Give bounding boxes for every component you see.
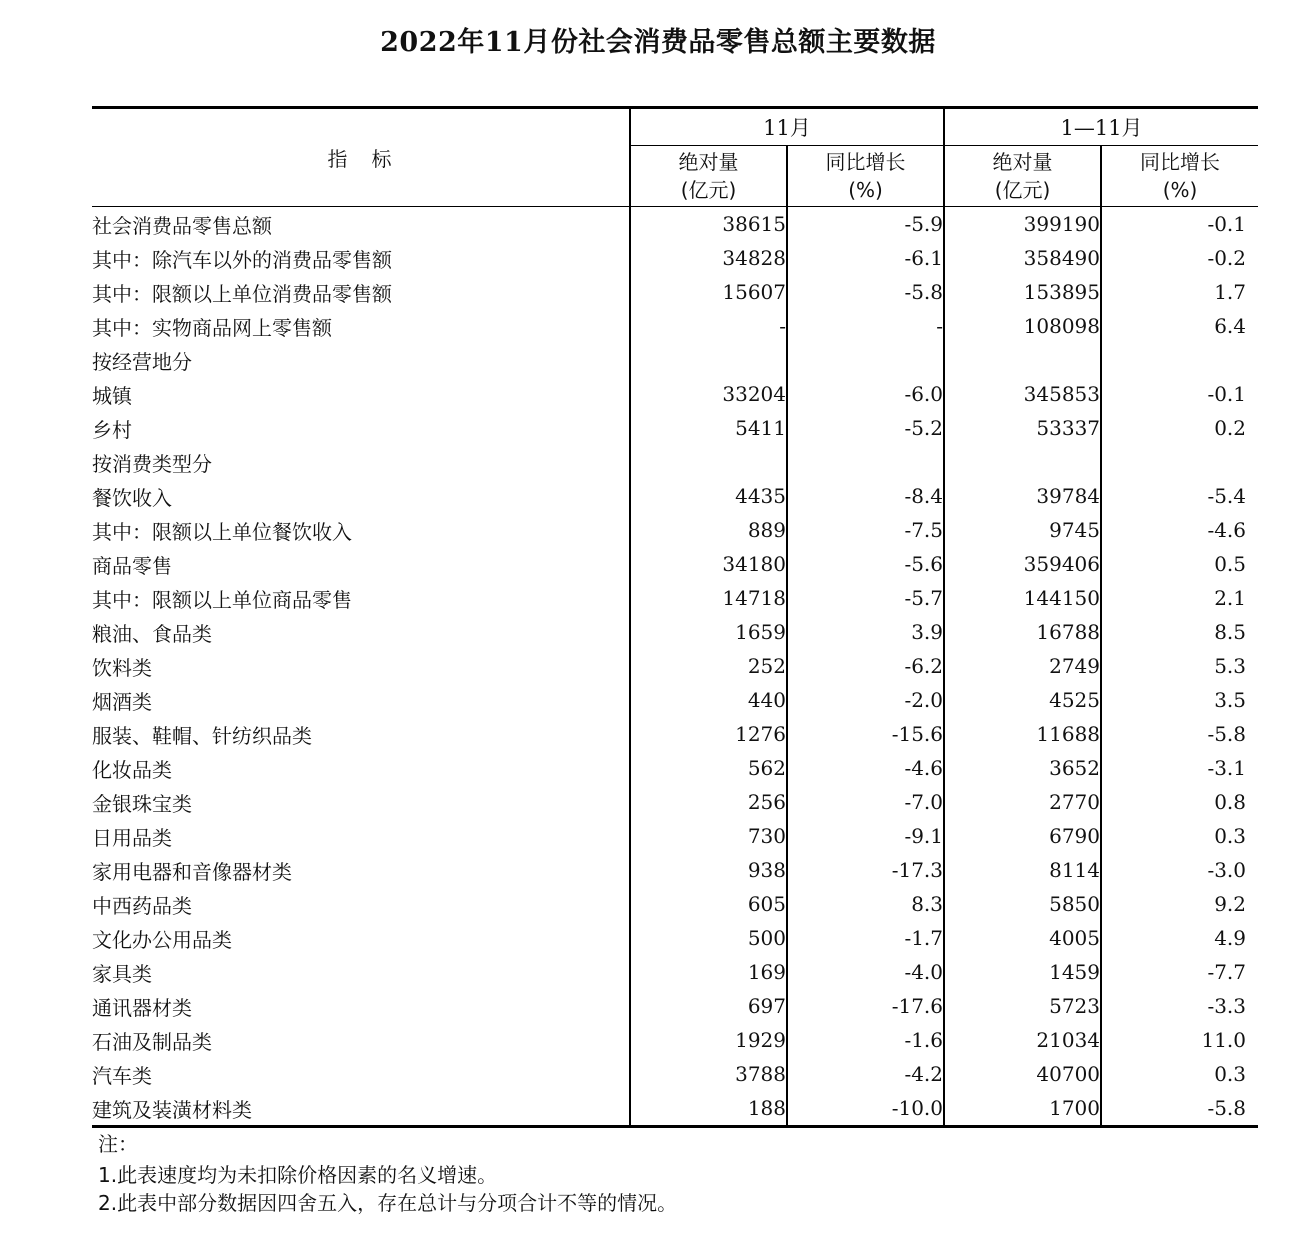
indicator-header: 指 标 [92, 108, 630, 207]
note-item-2: 2.此表中部分数据因四舍五入，存在总计与分项合计不等的情况。 [98, 1191, 678, 1215]
ytd-yoy-cell: 4.9 [1101, 921, 1258, 955]
ytd-yoy-cell: -4.6 [1101, 513, 1258, 547]
nov-absolute-cell: 440 [630, 683, 787, 717]
ytd-yoy-cell: 9.2 [1101, 887, 1258, 921]
subheader-yoy-label: 同比增长 [1140, 150, 1221, 174]
group-header-november: 11月 [630, 108, 944, 146]
ytd-absolute-cell: 6790 [944, 819, 1101, 853]
ytd-yoy-cell: -0.1 [1101, 207, 1258, 242]
nov-yoy-cell: -6.2 [787, 649, 944, 683]
subheader-absolute [944, 146, 1101, 207]
table-row [92, 513, 1258, 547]
ytd-absolute-cell: 21034 [944, 1023, 1101, 1057]
ytd-absolute-cell: 39784 [944, 479, 1101, 513]
ytd-yoy-cell: 2.1 [1101, 581, 1258, 615]
nov-yoy-cell: - [787, 309, 944, 343]
nov-yoy-cell [787, 445, 944, 479]
row-label: 中西药品类 [92, 893, 192, 918]
subheader-yoy [787, 146, 944, 207]
nov-yoy-cell: -1.6 [787, 1023, 944, 1057]
nov-yoy-cell: -5.6 [787, 547, 944, 581]
group-header-jan-nov: 1—11月 [944, 108, 1258, 146]
ytd-yoy-cell: -5.8 [1101, 717, 1258, 751]
table-row [92, 377, 1258, 411]
header-row-groups [92, 108, 1258, 146]
row-label: 通讯器材类 [92, 995, 192, 1020]
ytd-yoy-cell: 11.0 [1101, 1023, 1258, 1057]
subheader-absolute-unit: (亿元) [680, 178, 737, 202]
nov-absolute-cell: 1659 [630, 615, 787, 649]
ytd-yoy-cell: 0.5 [1101, 547, 1258, 581]
subheader-absolute-label: 绝对量 [992, 150, 1053, 174]
note-item-1: 1.此表速度均为未扣除价格因素的名义增速。 [98, 1163, 498, 1187]
ytd-absolute-cell: 1700 [944, 1091, 1101, 1127]
nov-yoy-cell: -17.3 [787, 853, 944, 887]
nov-yoy-cell [787, 343, 944, 377]
nov-absolute-cell [630, 445, 787, 479]
nov-absolute-cell: 188 [630, 1091, 787, 1127]
nov-absolute-cell: 1929 [630, 1023, 787, 1057]
table-body [92, 207, 1258, 1127]
ytd-absolute-cell: 4005 [944, 921, 1101, 955]
nov-absolute-cell: - [630, 309, 787, 343]
table-row [92, 683, 1258, 717]
ytd-yoy-cell: -0.2 [1101, 241, 1258, 275]
table-row [92, 887, 1258, 921]
ytd-yoy-cell: 5.3 [1101, 649, 1258, 683]
ytd-absolute-cell: 8114 [944, 853, 1101, 887]
ytd-yoy-cell: 0.3 [1101, 819, 1258, 853]
subheader-absolute-label: 绝对量 [678, 150, 739, 174]
ytd-absolute-cell: 53337 [944, 411, 1101, 445]
nov-absolute-cell: 34180 [630, 547, 787, 581]
table-row [92, 853, 1258, 887]
table-row [92, 411, 1258, 445]
table-row [92, 1023, 1258, 1057]
ytd-absolute-cell: 358490 [944, 241, 1101, 275]
nov-absolute-cell: 697 [630, 989, 787, 1023]
nov-yoy-cell: -5.7 [787, 581, 944, 615]
table-row [92, 785, 1258, 819]
nov-absolute-cell: 730 [630, 819, 787, 853]
nov-absolute-cell: 34828 [630, 241, 787, 275]
ytd-yoy-cell: -3.3 [1101, 989, 1258, 1023]
ytd-absolute-cell: 5723 [944, 989, 1101, 1023]
table-row [92, 479, 1258, 513]
nov-yoy-cell: -4.2 [787, 1057, 944, 1091]
ytd-yoy-cell: -5.4 [1101, 479, 1258, 513]
ytd-absolute-cell: 5850 [944, 887, 1101, 921]
nov-absolute-cell: 169 [630, 955, 787, 989]
row-label: 服装、鞋帽、针纺织品类 [92, 723, 312, 748]
nov-absolute-cell: 33204 [630, 377, 787, 411]
nov-absolute-cell: 562 [630, 751, 787, 785]
ytd-absolute-cell: 153895 [944, 275, 1101, 309]
nov-absolute-cell: 1276 [630, 717, 787, 751]
nov-absolute-cell: 938 [630, 853, 787, 887]
subheader-yoy-unit: (%) [848, 178, 883, 202]
ytd-yoy-cell: 8.5 [1101, 615, 1258, 649]
table-row [92, 1091, 1258, 1127]
row-label: 其中：实物商品网上零售额 [92, 315, 332, 340]
table-row [92, 955, 1258, 989]
row-label: 商品零售 [92, 553, 172, 578]
row-label: 金银珠宝类 [92, 791, 192, 816]
row-label: 按经营地分 [92, 349, 192, 374]
nov-yoy-cell: -5.8 [787, 275, 944, 309]
ytd-absolute-cell: 16788 [944, 615, 1101, 649]
ytd-absolute-cell: 144150 [944, 581, 1101, 615]
table-row [92, 445, 1258, 479]
ytd-yoy-cell: -5.8 [1101, 1091, 1258, 1127]
nov-absolute-cell: 252 [630, 649, 787, 683]
nov-yoy-cell: -4.0 [787, 955, 944, 989]
ytd-yoy-cell: -3.0 [1101, 853, 1258, 887]
nov-absolute-cell: 4435 [630, 479, 787, 513]
row-label: 城镇 [92, 383, 132, 408]
nov-absolute-cell: 5411 [630, 411, 787, 445]
ytd-absolute-cell: 3652 [944, 751, 1101, 785]
row-label: 家用电器和音像器材类 [92, 859, 292, 884]
nov-absolute-cell: 889 [630, 513, 787, 547]
nov-yoy-cell: -5.2 [787, 411, 944, 445]
row-label: 其中：限额以上单位商品零售 [92, 587, 352, 612]
ytd-absolute-cell: 359406 [944, 547, 1101, 581]
subheader-yoy-label: 同比增长 [825, 150, 906, 174]
ytd-yoy-cell: -0.1 [1101, 377, 1258, 411]
ytd-absolute-cell [944, 343, 1101, 377]
nov-absolute-cell: 605 [630, 887, 787, 921]
table-row [92, 921, 1258, 955]
ytd-absolute-cell: 345853 [944, 377, 1101, 411]
row-label: 其中：除汽车以外的消费品零售额 [92, 247, 392, 272]
ytd-yoy-cell [1101, 343, 1258, 377]
row-label: 汽车类 [92, 1063, 152, 1088]
row-label: 饮料类 [92, 655, 152, 680]
table-row [92, 989, 1258, 1023]
row-label: 家具类 [92, 961, 152, 986]
nov-absolute-cell: 14718 [630, 581, 787, 615]
row-label: 社会消费品零售总额 [92, 213, 272, 238]
nov-yoy-cell: -4.6 [787, 751, 944, 785]
table-row [92, 207, 1258, 242]
nov-absolute-cell: 3788 [630, 1057, 787, 1091]
ytd-yoy-cell: 0.3 [1101, 1057, 1258, 1091]
nov-yoy-cell: -6.0 [787, 377, 944, 411]
table-row [92, 309, 1258, 343]
nov-yoy-cell: -9.1 [787, 819, 944, 853]
ytd-absolute-cell: 1459 [944, 955, 1101, 989]
ytd-yoy-cell: -7.7 [1101, 955, 1258, 989]
ytd-absolute-cell: 2770 [944, 785, 1101, 819]
table-row [92, 547, 1258, 581]
ytd-absolute-cell: 40700 [944, 1057, 1101, 1091]
ytd-absolute-cell: 2749 [944, 649, 1101, 683]
ytd-absolute-cell [944, 445, 1101, 479]
retail-sales-table [92, 106, 1258, 1128]
nov-yoy-cell: -10.0 [787, 1091, 944, 1127]
ytd-absolute-cell: 11688 [944, 717, 1101, 751]
ytd-absolute-cell: 108098 [944, 309, 1101, 343]
nov-absolute-cell [630, 343, 787, 377]
nov-yoy-cell: -17.6 [787, 989, 944, 1023]
nov-yoy-cell: -5.9 [787, 207, 944, 242]
nov-yoy-cell: -15.6 [787, 717, 944, 751]
ytd-yoy-cell: 1.7 [1101, 275, 1258, 309]
ytd-yoy-cell [1101, 445, 1258, 479]
nov-yoy-cell: -7.0 [787, 785, 944, 819]
ytd-yoy-cell: 3.5 [1101, 683, 1258, 717]
nov-absolute-cell: 38615 [630, 207, 787, 242]
row-label: 其中：限额以上单位餐饮收入 [92, 519, 352, 544]
nov-yoy-cell: -6.1 [787, 241, 944, 275]
table-row [92, 1057, 1258, 1091]
nov-yoy-cell: -1.7 [787, 921, 944, 955]
table-row [92, 819, 1258, 853]
nov-absolute-cell: 15607 [630, 275, 787, 309]
ytd-yoy-cell: 6.4 [1101, 309, 1258, 343]
table-row [92, 615, 1258, 649]
table-row [92, 275, 1258, 309]
ytd-absolute-cell: 399190 [944, 207, 1101, 242]
subheader-absolute [630, 146, 787, 207]
subheader-absolute-unit: (亿元) [994, 178, 1051, 202]
table-row [92, 241, 1258, 275]
ytd-yoy-cell: 0.8 [1101, 785, 1258, 819]
ytd-yoy-cell: 0.2 [1101, 411, 1258, 445]
row-label: 餐饮收入 [92, 485, 172, 510]
row-label: 烟酒类 [92, 689, 152, 714]
table-row [92, 751, 1258, 785]
row-label: 乡村 [92, 417, 132, 442]
row-label: 文化办公用品类 [92, 927, 232, 952]
nov-yoy-cell: 8.3 [787, 887, 944, 921]
ytd-yoy-cell: -3.1 [1101, 751, 1258, 785]
nov-yoy-cell: 3.9 [787, 615, 944, 649]
page-title: 2022年11月份社会消费品零售总额主要数据 [380, 27, 936, 58]
ytd-absolute-cell: 9745 [944, 513, 1101, 547]
subheader-yoy-unit: (%) [1162, 178, 1198, 202]
row-label: 建筑及装潢材料类 [92, 1091, 630, 1127]
table-row [92, 649, 1258, 683]
row-label: 石油及制品类 [92, 1029, 212, 1054]
table-row [92, 343, 1258, 377]
row-label: 日用品类 [92, 825, 172, 850]
nov-yoy-cell: -2.0 [787, 683, 944, 717]
ytd-absolute-cell: 4525 [944, 683, 1101, 717]
nov-yoy-cell: -8.4 [787, 479, 944, 513]
table-row [92, 581, 1258, 615]
subheader-yoy [1101, 146, 1258, 207]
row-label: 化妆品类 [92, 757, 172, 782]
row-label: 其中：限额以上单位消费品零售额 [92, 281, 392, 306]
row-label: 粮油、食品类 [92, 621, 212, 646]
nov-yoy-cell: -7.5 [787, 513, 944, 547]
row-label: 按消费类型分 [92, 451, 212, 476]
table-row [92, 717, 1258, 751]
notes-heading: 注： [98, 1132, 138, 1156]
nov-absolute-cell: 500 [630, 921, 787, 955]
nov-absolute-cell: 256 [630, 785, 787, 819]
